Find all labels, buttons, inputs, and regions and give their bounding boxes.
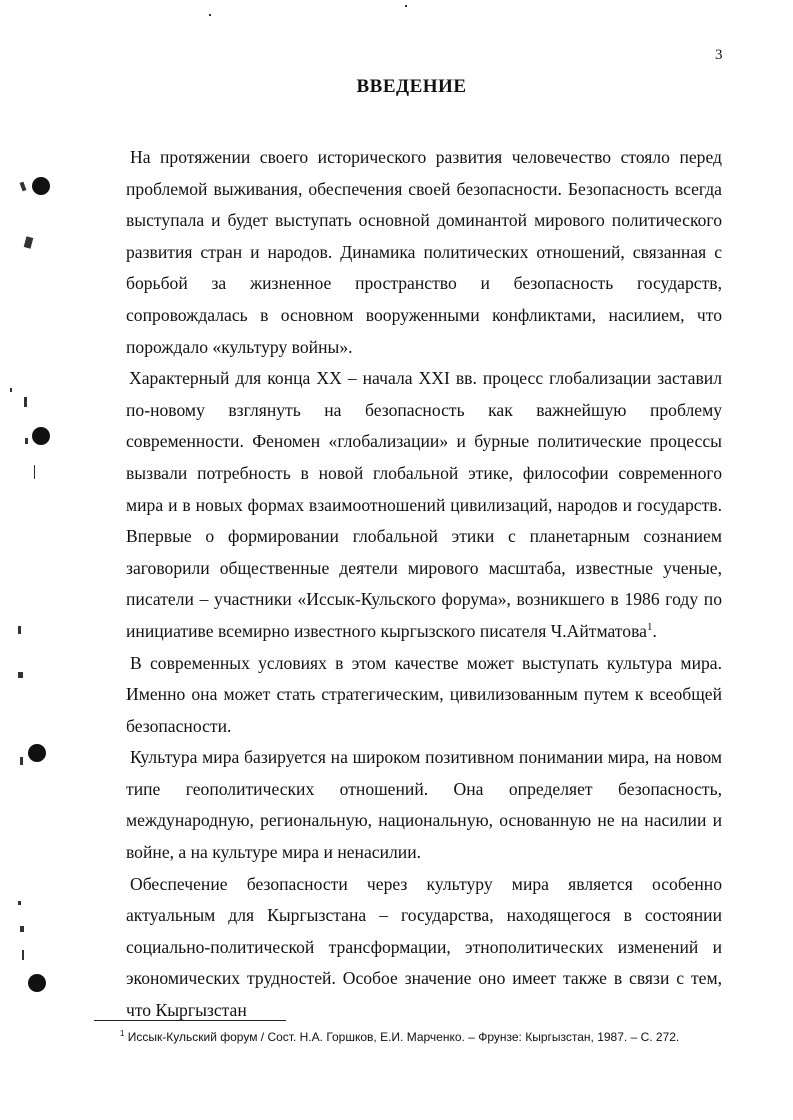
paragraph-2-text: Характерный для конца XX – начала XXI вв. процесс глобализации заставил по-новому взглянуть на безопасность как важнейшую проблему современности. Феномен «глобализации» и бурные политические процессы вызвали потребность в новой глобальной этике, философии современного мира и в новых формах взаимоотношений цивилизаций, народов и государств. Впервые о формировании глобальной этики с планетарным сознанием заговорили общественные деятели мирового масштаба, известные ученые, писатели – участники «Иссык-Кульского форума», возникшего в 1986 году по инициативе всемирно известного кыргызского писателя Ч.Айтматова: [126, 368, 722, 641]
scan-speck: [20, 926, 24, 932]
scan-speck: [24, 397, 27, 407]
scan-speck: [20, 757, 23, 765]
scan-speck: [18, 626, 21, 634]
scan-speck: [18, 672, 23, 678]
paragraph-2: [126, 363, 722, 647]
punch-hole-2: [32, 427, 50, 445]
paragraph-2-end: .: [652, 620, 657, 641]
footnote-divider: [94, 1020, 286, 1021]
paragraph-3-text: В современных условиях в этом качестве может выступать культура мира. Именно она может стать стратегическим, цивилизованным путем к всеобщей безопасности.: [126, 652, 722, 736]
footnote: [120, 1030, 760, 1044]
footnote-reference: 1: [646, 621, 653, 634]
page-number: 3: [715, 47, 723, 63]
scan-speck: [405, 5, 407, 7]
footnote-text: Иссык-Кульский форум / Сост. Н.А. Горшков, Е.И. Марченко. – Фрунзе: Кыргызстан, 1987. – С. 272.: [127, 1030, 680, 1044]
punch-hole-3: [28, 744, 46, 762]
scan-speck: [209, 14, 211, 16]
paragraph-1-text: На протяжении своего исторического развития человечество стояло перед проблемой выживания, обеспечения своей безопасности. Безопасность всегда выступала и будет выступать основной доминантой мирового политического развития стран и народов. Динамика политических отношений, связанная с борьбой за жизненное пространство и безопасность государств, сопровождалась в основном вооруженными конфликтами, насилием, что порождало «культуру войны».: [126, 147, 722, 357]
punch-hole-1: [32, 177, 50, 195]
scan-speck: [24, 236, 34, 248]
footnote-marker: 1: [120, 1029, 125, 1038]
body-text: [126, 142, 722, 1027]
scan-speck: [34, 465, 35, 479]
paragraph-4: [126, 742, 722, 868]
scan-speck: [18, 901, 21, 905]
paragraph-5: [126, 869, 722, 1027]
page-title: ВВЕДЕНИЕ: [356, 76, 467, 97]
scan-speck: [20, 182, 27, 192]
paragraph-3: [126, 648, 722, 743]
scan-speck: [22, 950, 24, 960]
punch-hole-4: [28, 974, 46, 992]
paragraph-4-text: Культура мира базируется на широком позитивном понимании мира, на новом типе геополитических отношений. Она определяет безопасность, международную, региональную, национальную, основанную не на насилии и войне, а на культуре мира и ненасилии.: [126, 747, 722, 863]
paragraph-1: [126, 142, 722, 363]
paragraph-5-text: Обеспечение безопасности через культуру мира является особенно актуальным для Кыргызстана – государства, находящегося в состоянии социально-политической трансформации, этнополитических изменений и экономических трудностей. Особое значение оно имеет также в связи с тем, что Кыргызстан: [126, 873, 722, 1021]
scan-speck: [10, 388, 12, 392]
scan-speck: [25, 438, 28, 444]
